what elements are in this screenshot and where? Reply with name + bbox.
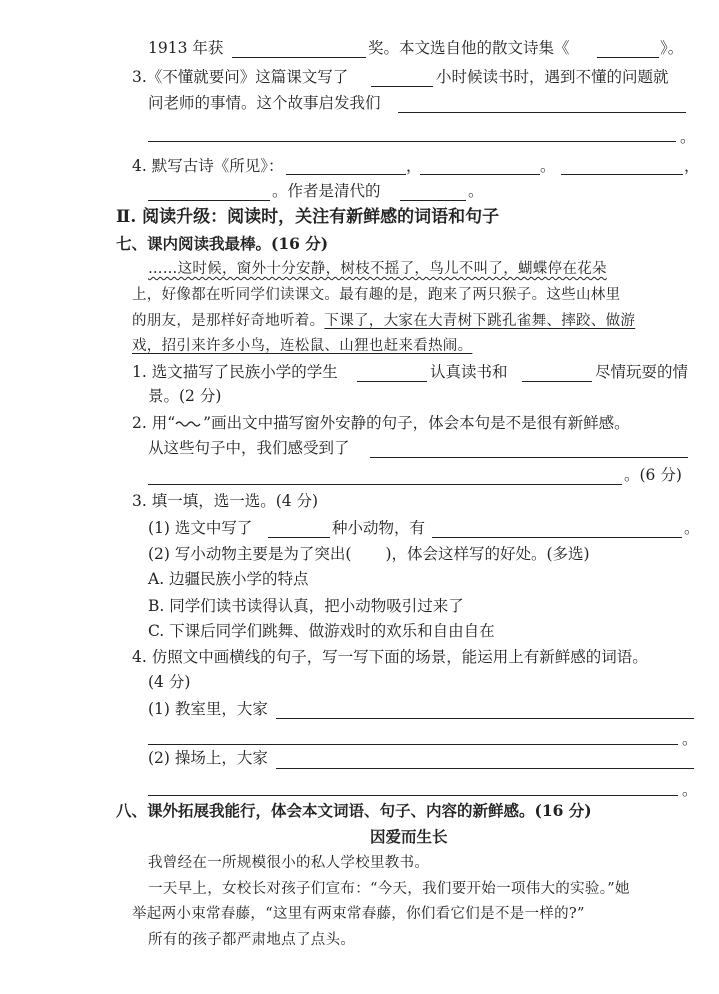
blank-poem-2[interactable] <box>420 174 540 175</box>
blank-s1-1[interactable] <box>357 381 427 382</box>
s4-2-label: (2) 操场上，大家 <box>148 749 268 767</box>
blank-s2-a[interactable] <box>370 457 688 458</box>
section-ii-title: Ⅱ. 阅读升级：阅读时，关注有新鲜感的词语和句子 <box>116 207 500 227</box>
underlined-sentence-end: 戏，招引来许多小鸟，连松鼠、山狸也赶来看热闹。 <box>132 338 473 354</box>
passage-line-1 <box>148 258 607 280</box>
collection-label: 奖。本文选自他的散文诗集《 <box>368 39 570 57</box>
blank-poem-3[interactable] <box>561 174 683 175</box>
wavy-sentence-1: ……这时候，窗外十分安静，树枝不摇了，鸟儿不叫了，蝴蝶停在花朵 <box>148 261 607 277</box>
blank-s4-1b[interactable] <box>148 744 678 745</box>
blank-poem-1[interactable] <box>286 174 406 175</box>
s2-text-c: 从这些句子中，我们感受到了 <box>148 439 350 457</box>
passage-line-2: 上，好像都在听同学们读课文。最有趣的是，跑来了两只猴子。这些山林里 <box>132 287 621 303</box>
s3-2-line <box>148 543 590 565</box>
line-award-b <box>368 37 570 59</box>
comma-1: ， <box>406 157 422 175</box>
period-1: 。 <box>540 157 556 175</box>
s2-text-a: 2. 用“ <box>132 414 176 432</box>
blank-s3-animals[interactable] <box>432 537 682 538</box>
s3-2-text-a: (2) 写小动物主要是为了突出( <box>148 545 352 563</box>
blank-poet[interactable] <box>400 200 466 201</box>
period-2: 。 <box>468 182 484 200</box>
story-line-1: 我曾经在一所规模很小的私人学校里教书。 <box>148 855 430 871</box>
passage-3a: 的朋友，是那样好奇地听着。 <box>132 313 325 329</box>
story-line-4: 所有的孩子都严肃地点了点头。 <box>148 932 356 948</box>
collection-end: 》。 <box>660 39 684 57</box>
story-title: 因爱而生长 <box>370 827 448 846</box>
blank-q3-a[interactable] <box>398 112 686 113</box>
blank-s4-2a[interactable] <box>276 768 694 769</box>
s1-text-a: 1. 选文描写了民族小学的学生 <box>132 363 338 381</box>
award-label: 1913 年获 <box>148 39 224 57</box>
blank-q3-person[interactable] <box>371 86 433 87</box>
blank-s4-1a[interactable] <box>276 718 694 719</box>
q3-period: 。 <box>680 128 696 146</box>
s4-1-period: 。 <box>682 730 698 748</box>
passage-line-4 <box>132 335 472 357</box>
blank-s4-2b[interactable] <box>148 795 678 796</box>
s3-1-text-b: 种小动物，有 <box>332 519 426 537</box>
s3-1-period: 。 <box>684 519 700 537</box>
story-line-2: 一天早上，女校长对孩子们宣布：“今天，我们要开始一项伟大的实验。”她 <box>148 881 630 897</box>
q3-text-a: 3.《不懂就要问》这篇课文写了 <box>132 68 349 86</box>
q3-text-c: 问老师的事情。这个故事启发我们 <box>148 94 381 112</box>
s3-2-text-b: )，体会这样写的好处。(多选) <box>385 545 590 563</box>
option-c[interactable]: C. 下课后同学们跳舞、做游戏时的欢乐和自由自在 <box>148 622 495 640</box>
blank-collection[interactable] <box>597 57 659 58</box>
blank-s1-2[interactable] <box>522 381 592 382</box>
s4-1-label: (1) 教室里，大家 <box>148 700 268 718</box>
s1-text-d: 景。(2 分) <box>148 387 222 405</box>
q3-text-b: 小时候读书时，遇到不懂的问题就 <box>436 68 669 86</box>
story-line-3: 举起两小束常春藤，“这里有两束常春藤，你们看它们是不是一样的?” <box>132 906 585 922</box>
option-a[interactable]: A. 边疆民族小学的特点 <box>148 570 309 588</box>
s2-line-1 <box>132 412 630 434</box>
blank-poem-4[interactable] <box>148 200 270 201</box>
section-8-title: 八、课外拓展我能行，体会本文词语、句子、内容的新鲜感。(16 分) <box>116 801 592 820</box>
s4-score: (4 分) <box>148 673 191 691</box>
q4-author-label: 。作者是清代的 <box>272 182 381 200</box>
s3-title: 3. 填一填，选一选。(4 分) <box>132 492 319 510</box>
section-7-title: 七、课内阅读我最棒。(16 分) <box>116 234 329 253</box>
s2-text-b: ”画出文中描写窗外安静的句子，体会本句是不是很有新鲜感。 <box>203 414 630 432</box>
s3-1-text-a: (1) 选文中写了 <box>148 519 253 537</box>
option-b[interactable]: B. 同学们读书读得认真，把小动物吸引过来了 <box>148 597 464 615</box>
s4-title: 4. 仿照文中画横线的句子，写一写下面的场景，能运用上有新鲜感的词语。 <box>132 648 648 666</box>
blank-award[interactable] <box>232 57 366 58</box>
s2-score: 。(6 分) <box>624 466 682 484</box>
s1-text-c: 尽情玩耍的情 <box>595 363 689 381</box>
line-award <box>148 37 223 59</box>
blank-q3-b[interactable] <box>148 141 676 142</box>
underlined-sentence: 下课了，大家在大青树下跳孔雀舞、摔跤、做游 <box>324 313 636 329</box>
comma-2: ， <box>684 157 700 175</box>
s1-text-b: 认真读书和 <box>430 363 508 381</box>
passage-line-3 <box>132 310 635 332</box>
s4-2-period: 。 <box>682 781 698 799</box>
q4-text-a: 4. 默写古诗《所见》： <box>132 157 284 175</box>
blank-s2-b[interactable] <box>148 484 622 485</box>
wavy-line-icon <box>175 419 203 429</box>
blank-s3-count[interactable] <box>268 537 330 538</box>
